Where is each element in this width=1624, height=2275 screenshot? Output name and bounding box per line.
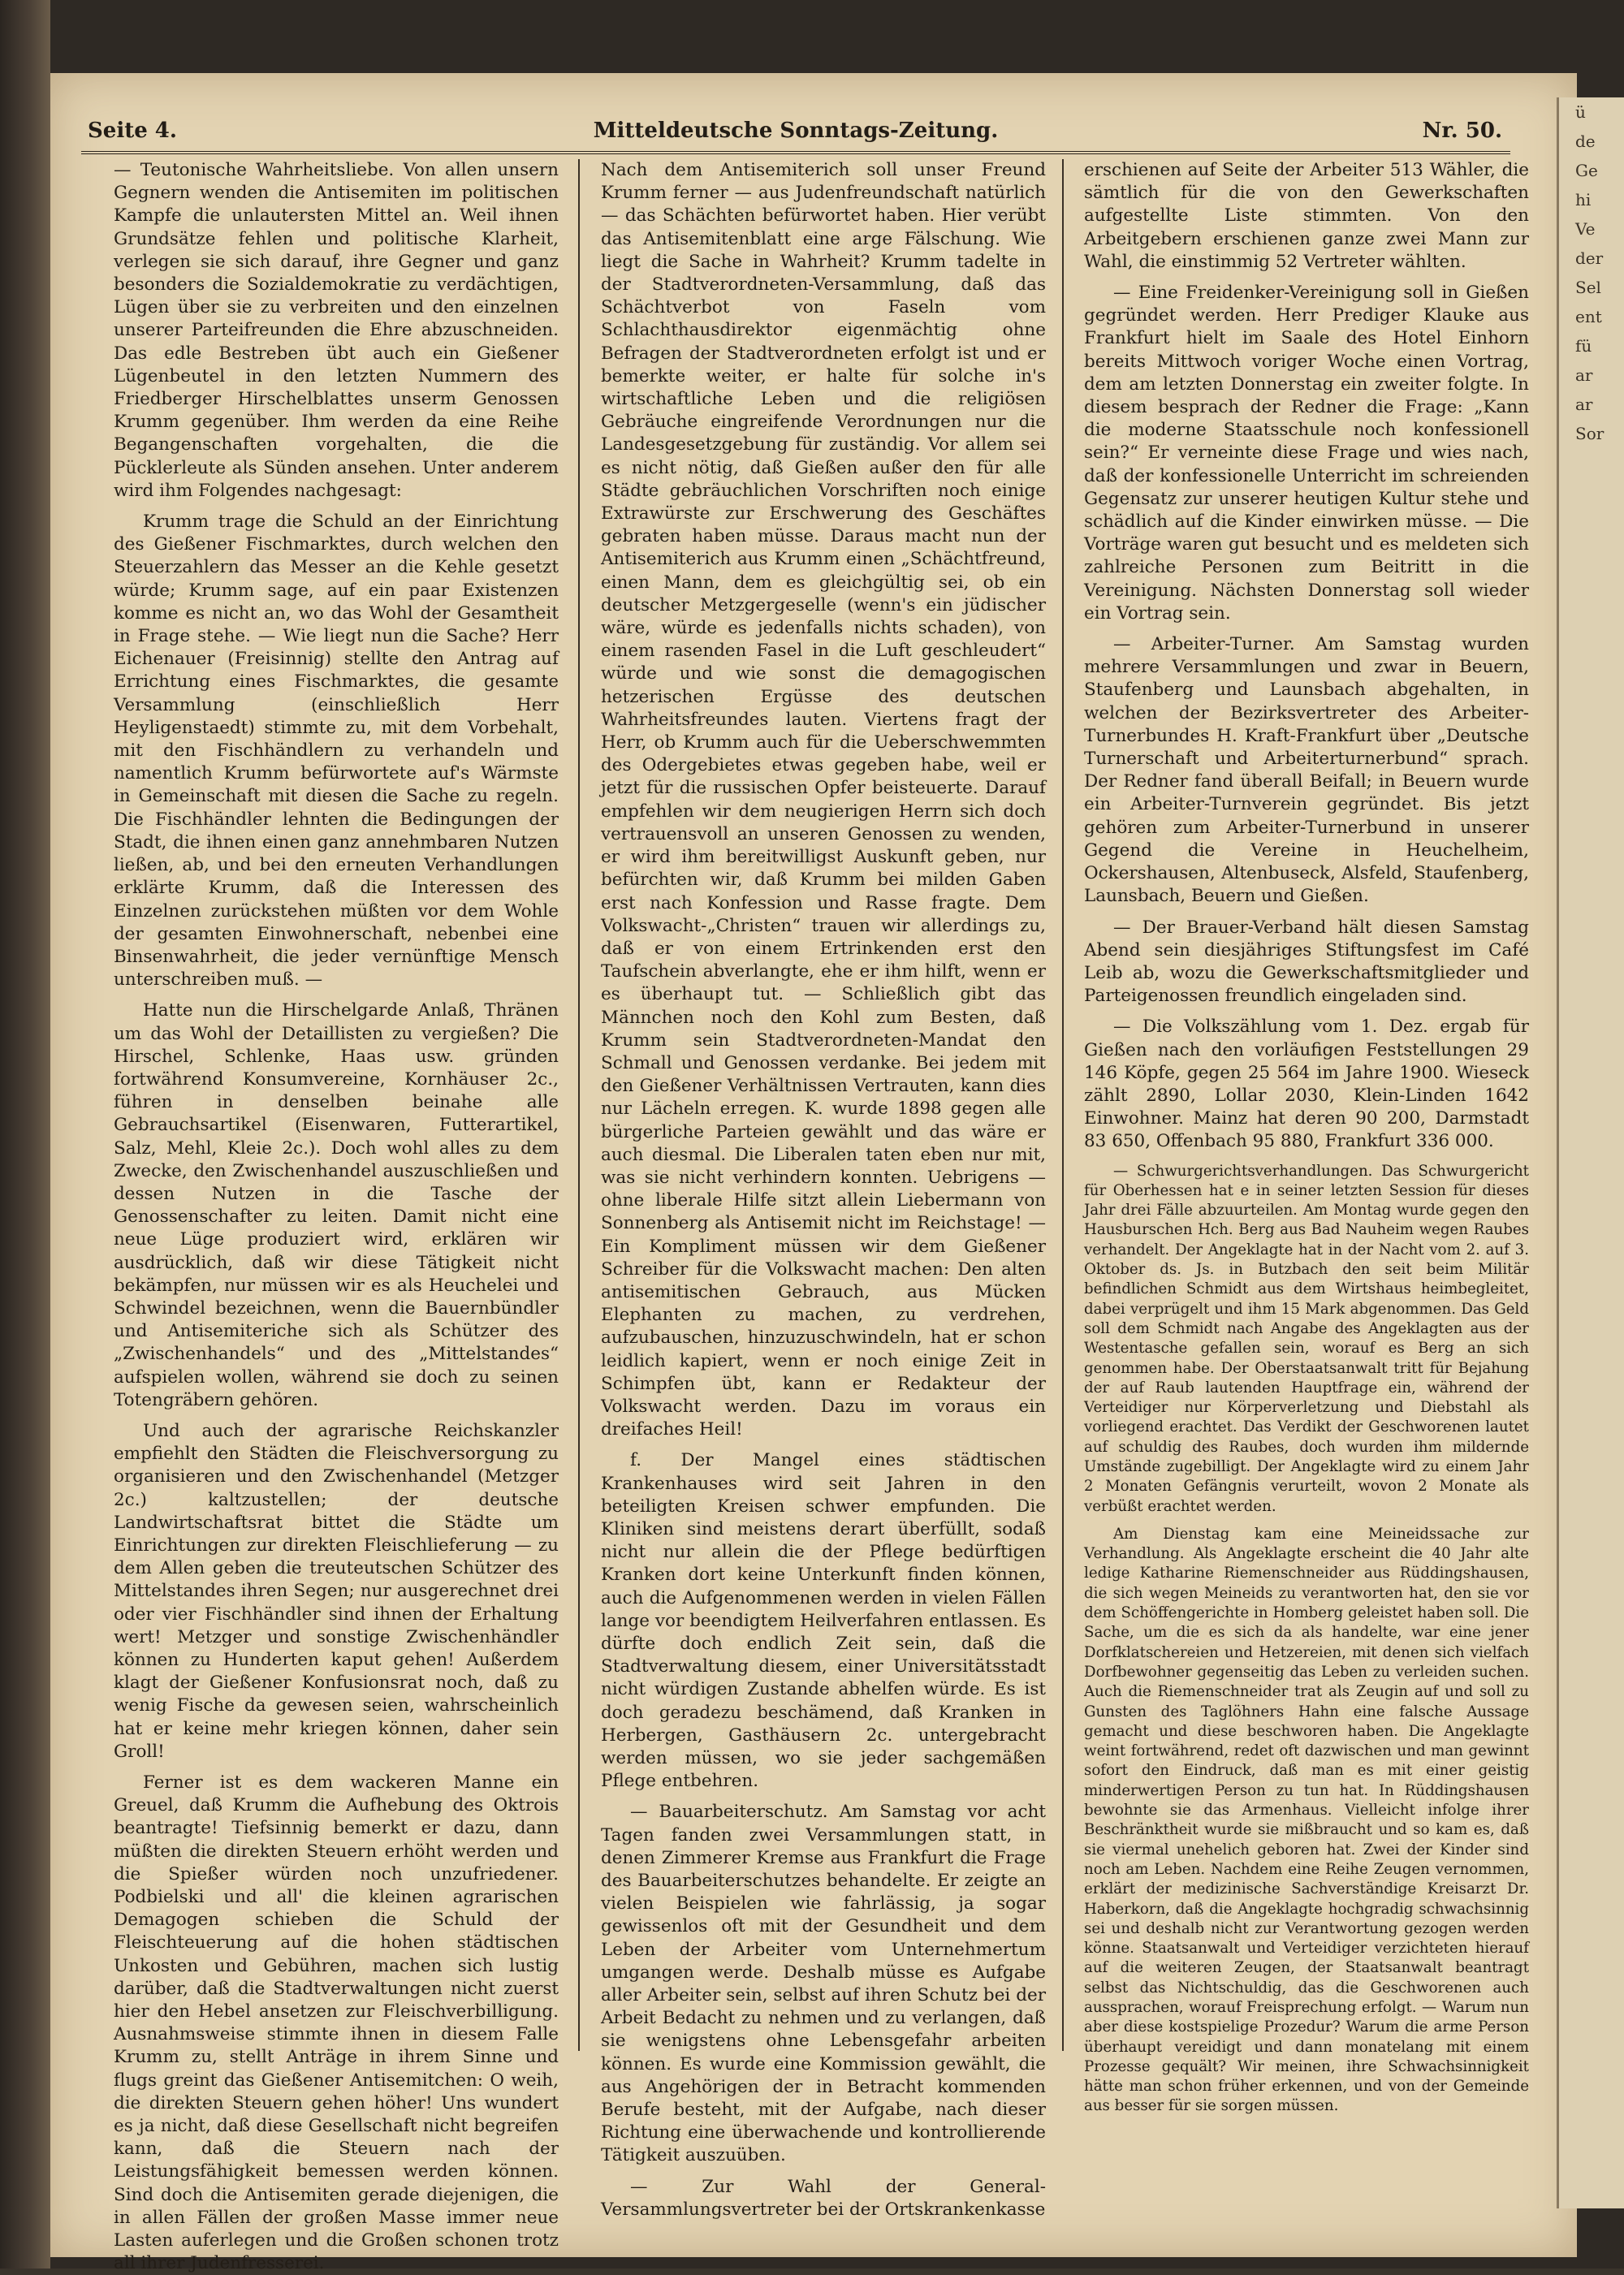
- adjacent-page-fragment: de: [1575, 132, 1596, 151]
- article-paragraph: — Zur Wahl der General-Versammlungsvertreter bei der Ortskrankenkasse: [601, 2176, 1046, 2220]
- adjacent-page-fragment: ar: [1575, 365, 1593, 385]
- adjacent-page-fragment: Ve: [1575, 219, 1596, 239]
- column-rule: [578, 159, 580, 2051]
- article-paragraph: — Der Brauer-Verband hält diesen Samstag Abend sein diesjähriges Stiftungsfest im Café Leib ab, wozu die Gewerkschaftsmitglieder und Parteigenossen freundlich eingeladen sind.: [1084, 917, 1529, 1007]
- column-rule: [1062, 159, 1064, 2051]
- article-paragraph: Krumm trage die Schuld an der Einrichtung des Gießener Fischmarktes, durch welchen den Steuerzahlern das Messer an die Kehle gesetzt würde; Krumm sage, auf ein paar Existenzen komme es nicht an, wo das Wohl der Gesamtheit in Frage stehe. — Wie liegt nun die Sache? Herr Eichenauer (Freisinnig) stellte den Antrag auf Errichtung eines Fischmarktes, die gesamte Versammlung (einschließlich Herr Heyligenstaedt) stimmte zu, mit dem Vorbehalt, mit den Fischhändlern zu verhandeln und namentlich Krumm befürwortete auf's Wärmste in Gemeinschaft mit diesen die Sache zu regeln. Die Fischhändler lehnten die Bedingungen der Stadt, die ihnen einen ganz annehmbaren Nutzen ließen, ab, und bei den erneuten Verhandlungen erklärte Krumm, daß die Interessen des Einzelnen zurückstehen müßten vor dem Wohle der gesamten Einwohnerschaft, nebenbei eine Binsenwahrheit, die jeder vernünftige Mensch unterschreiben muß. —: [114, 512, 559, 991]
- article-paragraph: Nach dem Antisemiterich soll unser Freund Krumm ferner — aus Judenfreundschaft natürlich — das Schächten befürwortet haben. Hier verübt das Antisemitenblatt eine arge Fälschung. Wie liegt die Sache in Wahrheit? Krumm tadelte in der Stadtverordneten-Versammlung, daß das Schächtverbot von Faseln vom Schlachthausdirektor eigenmächtig ohne Befragen der Stadtverordneten erfolgt ist und er bemerkte weiter, er halte für solche in's wirtschaftliche Leben und die religiösen Gebräuche eingreifende Verordnungen nur die Landesgesetzgebung für zuständig. Vor allem sei es nicht nötig, daß Gießen außer den für alle Städte gebräuchlichen Vorschriften noch einige Extrawürste zur Erschwerung des Geschäftes gebraten haben müsse. Daraus macht nun der Antisemiterich aus Krumm einen „Schächtfreund, einen Mann, dem es gleichgültig sei, ob ein deutscher Metzgergeselle (wenn's ein jüdischer wäre, würde es jedenfalls nichts schaden), von einem rasenden Fasel in die Luft geschleudert“ würde und wie sonst die demagogischen hetzerischen Ergüsse des deutschen Wahrheitsfreundes lauten. Viertens fragt der Herr, ob Krumm auch für die Ueberschwemmten des Odergebietes etwas gegeben habe, weil er jetzt für die russischen Opfer beisteuerte. Darauf empfehlen wir dem neugierigen Herrn sich doch vertrauensvoll an unseren Genossen zu wenden, er wird ihm bereitwilligst Auskunft geben, nur befürchten wir, daß Krumm bei milden Gaben erst nach Konfession und Rasse fragte. Dem Volkswacht-„Christen“ trauen wir allerdings zu, daß er von einem Ertrinkenden erst den Taufschein abverlangte, ehe er ihm hilft, wenn er es überhaupt tut. — Schließlich gibt das Männchen noch den Kohl zum Besten, daß Krumm sein Stadtverordneten-Mandat den Schmall und Genossen verdanke. Bei jedem mit den Gießener Verhältnissen Vertrauten, kann dies nur Lächeln erregen. K. wurde 1898 gegen alle bürgerliche Parteien gewählt und das wäre er auch diesmal. Die Liberalen taten eben nur mit, was sie nicht verhindern konnten. Uebrigens — ohne liberale Hilfe sitzt allein Liebermann von Sonnenberg als Antisemit nicht im Reichstage! — Ein Kompliment müssen wir dem Gießener Schreiber für die Volkswacht machen: Den alten antisemitischen Gebrauch, aus Mücken Elephanten zu machen, zu verdrehen, aufzubauschen, hinzuzuschwindeln, hat er schon leidlich kapiert, wenn er noch einige Zeit in Schimpfen übt, kann er Redakteur der Volkswacht werden. Dazu im voraus ein dreifaches Heil!: [601, 160, 1046, 1440]
- article-paragraph: f. Der Mangel eines städtischen Krankenhauses wird seit Jahren in den beteiligten Kreisen schwer empfunden. Die Kliniken sind meistens derart überfüllt, sodaß nicht nur allein die der Pflege bedürftigen Kranken dort keine Unterkunft finden können, auch die Aufgenommenen werden in vielen Fällen lange vor beendigtem Heilverfahren entlassen. Es dürfte doch endlich Zeit sein, daß die Stadtverwaltung diesem, einer Universitätsstadt nicht würdigen Zustande abhelfen würde. Es ist doch geradezu beschämend, daß Kranken in Herbergen, Gasthäusern 2c. untergebracht werden müssen, wo sie jeder sachgemäßen Pflege entbehren.: [601, 1450, 1046, 1792]
- adjacent-page-fragment: Ge: [1575, 161, 1598, 180]
- article-paragraph: erschienen auf Seite der Arbeiter 513 Wähler, die sämtlich für die von den Gewerkschaften aufgestellte Liste stimmten. Von den Arbeitgebern erschienen ganze zwei Mann zur Wahl, die einstimmig 52 Vertreter wählten.: [1084, 160, 1529, 272]
- page-header: [81, 114, 1510, 154]
- article-paragraph: — Arbeiter-Turner. Am Samstag wurden mehrere Versammlungen und zwar in Beuern, Staufenberg und Launsbach abgehalten, in welchen der Bezirksvertreter des Arbeiter-Turnerbundes H. Kraft-Frankfurt über „Deutsche Turnerschaft und Arbeiterturnerbund“ sprach. Der Redner fand überall Beifall; in Beuern wurde ein Arbeiter-Turnverein gegründet. Bis jetzt gehören zum Arbeiter-Turnerbund in unserer Gegend die Vereine in Heuchelheim, Ockershausen, Altenbuseck, Alsfeld, Staufenberg, Launsbach, Beuern und Gießen.: [1084, 634, 1529, 907]
- article-paragraph: — Bauarbeiterschutz. Am Samstag vor acht Tagen fanden zwei Versammlungen statt, in denen Zimmerer Kremse aus Frankfurt die Frage des Bauarbeiterschutzes behandelte. Er zeigte an vielen Beispielen wie fahrlässig, ja sogar gewissenlos oft mit der Gesundheit und dem Leben der Arbeiter vom Unternehmertum umgangen werde. Deshalb müsse es Aufgabe aller Arbeiter sein, selbst auf ihren Schutz bei der Arbeit Bedacht zu nehmen und zu verlangen, daß sie wenigstens ohne Lebensgefahr arbeiten können. Es wurde eine Kommission gewählt, die aus Angehörigen der in Betracht kommenden Berufe besteht, mit der Aufgabe, nach dieser Richtung eine überwachende und kontrollierende Tätigkeit auszuüben.: [601, 1802, 1046, 2166]
- adjacent-page-fragment: hi: [1575, 190, 1592, 209]
- adjacent-page-text: [1559, 97, 1624, 448]
- adjacent-page-fragment: fü: [1575, 336, 1592, 356]
- article-paragraph: Am Dienstag kam eine Meineidssache zur Verhandlung. Als Angeklagte erscheint die 40 Jahr alte ledige Katharine Riemenschneider aus Rüddingshausen, die sich wegen Meineids zu verantworten hat, den sie vor dem Schöffengerichte in Homberg geleistet haben soll. Die Sache, um die es sich da als handelte, war eine jener Dorfklatschereien und Hetzereien, mit denen sich vielfach Dorfbewohner gegenseitig das Leben zu verleiden suchen. Auch die Riemenschneider trat als Zeugin auf und soll zu Gunsten des Taglöhners Hahn eine falsche Aussage gemacht und diese beschworen haben. Die Angeklagte weint fortwährend, redet oft dazwischen und man gewinnt sofort den Eindruck, daß man es mit einer geistig minderwertigen Person zu tun hat. In Rüddingshausen bewohnte sie das Armenhaus. Vielleicht infolge ihrer Beschränktheit wurde sie mißbraucht und so kam es, daß sie viermal unehelich geboren hat. Zwei der Kinder sind noch am Leben. Nachdem eine Reihe Zeugen vernommen, erklärt der medizinische Sachverständige Kreisarzt Dr. Haberkorn, daß die Angeklagte hochgradig schwachsinnig sei und deshalb nicht zur Verantwortung gezogen werden könne. Staatsanwalt und Verteidiger verzichteten hierauf auf die weiteren Zeugen, der Staatsanwalt beantragt selbst das Nichtschuldig, das die Geschworenen auch aussprachen, worauf Freisprechung erfolgt. — Warum nun aber diese kostspielige Prozedur? Warum die arme Person überhaupt vereidigt und dann monatelang mit einem Prozesse gequält? Wir meinen, ihre Schwachsinnigkeit hätte man schon früher erkennen, und von der Gemeinde aus besser für sie sorgen müssen.: [1084, 1525, 1529, 2115]
- article-paragraph: Und auch der agrarische Reichskanzler empfiehlt den Städten die Fleischversorgung zu organisieren und den Zwischenhandel (Metzger 2c.) kaltzustellen; der deutsche Landwirtschaftsrat bittet die Städte um Einrichtungen zur direkten Fleischlieferung — zu dem Allen geben die treuteutschen Schützer des Mittelstandes ihren Segen; nur ausgerechnet drei oder vier Fischhändler sind ihnen der Erhaltung wert! Metzger und sonstige Zwischenhändler können zu Hunderten kaput gehen! Außerdem klagt der Gießener Konfusionsrat noch, daß zu wenig Fische da gewesen seien, wahrscheinlich hat er keine mehr kriegen können, daher sein Groll!: [114, 1420, 559, 1762]
- article-paragraph: — Die Volkszählung vom 1. Dez. ergab für Gießen nach den vorläufigen Feststellungen 29 146 Köpfe, gegen 25 564 im Jahre 1900. Wieseck zählt 2890, Lollar 2030, Klein-Linden 1642 Einwohner. Mainz hat deren 90 200, Darmstadt 83 650, Offenbach 95 880, Frankfurt 336 000.: [1084, 1017, 1529, 1152]
- adjacent-page-fragment: Sel: [1575, 278, 1601, 297]
- adjacent-page-fragment: der: [1575, 248, 1604, 268]
- adjacent-page-fragment: ent: [1575, 307, 1602, 326]
- adjacent-page-fragment: ü: [1575, 102, 1586, 122]
- article-paragraph: — Eine Freidenker-Vereinigung soll in Gießen gegründet werden. Herr Prediger Klauke aus Frankfurt hielt im Saale des Hotel Einhorn bereits Mittwoch voriger Woche einen Vortrag, dem am letzten Donnerstag ein zweiter folgte. In diesem besprach der Redner die Frage: „Kann die moderne Staatsschule noch konfessionell sein?“ Er verneinte diese Frage und wies nach, daß der konfessionelle Unterricht im schreienden Gegensatz zur unserer heutigen Kultur stehe und schädlich auf die Kinder einwirken müsse. — Die Vorträge waren gut besucht und es meldeten sich zahlreiche Personen zum Beitritt in die Vereinigung. Nächsten Donnerstag soll wieder ein Vortrag sein.: [1084, 283, 1529, 624]
- article-paragraph: — Teutonische Wahrheitsliebe. Von allen unsern Gegnern wenden die Antisemiten im politischen Kampfe die unlautersten Mittel an. Weil ihnen Grundsätze fehlen und politische Klarheit, verlegen sie sich darauf, ihre Gegner und ganz besonders die Sozialdemokratie zu verdächtigen, Lügen über sie zu verbreiten und den einzelnen unserer Parteifreunden die Ehre abzuschneiden. Das edle Bestreben übt auch ein Gießener Lügenbeutel in den letzten Nummern des Friedberger Hirschelblattes unserm Genossen Krumm gegenüber. Ihm werden da eine Reihe Begangenschaften vorgehalten, die die Pücklerleute als Sünden ansehen. Unter anderem wird ihm Folgendes nachgesagt:: [114, 160, 559, 501]
- article-paragraph: Hatte nun die Hirschelgarde Anlaß, Thränen um das Wohl der Detaillisten zu vergießen? Die Hirschel, Schlenke, Haas usw. gründen fortwährend Konsumvereine, Kornhäuser 2c., führen in denselben beinahe alle Gebrauchsartikel (Eisenwaren, Futterartikel, Salz, Mehl, Kleie 2c.). Doch wohl alles zu dem Zwecke, den Zwischenhandel auszuschließen und dessen Nutzen in die Tasche der Genossenschafter zu leiten. Damit nicht eine neue Lüge produziert wird, erklären wir ausdrücklich, daß wir diese Tätigkeit nicht bekämpfen, nur müssen wir es als Heuchelei und Schwindel bezeichnen, wenn die Bauernbündler und Antisemiteriche sich als Schützer des „Zwischenhandels“ und des „Mittelstandes“ aufspielen wollen, während sie doch zu seinen Totengräbern gehören.: [114, 1000, 559, 1410]
- adjacent-page-edge: [1557, 97, 1624, 2208]
- issue-number: Nr. 50.: [1422, 119, 1502, 143]
- newspaper-title: Mitteldeutsche Sonntags-Zeitung.: [593, 119, 999, 143]
- column-1: [114, 159, 559, 2274]
- article-paragraph: — Schwurgerichtsverhandlungen. Das Schwurgericht für Oberhessen hat e in seiner letzten Session für dieses Jahr drei Fälle abzuurteilen. Am Montag wurde gegen den Hausburschen Hch. Berg aus Bad Nauheim wegen Raubes verhandelt. Der Angeklagte hat in der Nacht vom 2. auf 3. Oktober ds. Js. in Butzbach den seit beim Militär befindlichen Schmidt aus dem Wirtshaus heimbegleitet, dabei verprügelt und ihm 15 Mark abgenommen. Das Geld soll dem Schmidt nach Angabe des Angeklagten aus der Westentasche gefallen sein, worauf es Berg an sich genommen habe. Der Oberstaatsanwalt tritt für Bejahung der auf Raub lautenden Hauptfrage ein, während der Verteidiger nur Körperverletzung und Diebstahl als vorliegend erachtet. Das Verdikt der Geschworenen lautet auf schuldig des Raubes, doch wurden ihm mildernde Umstände zugebilligt. Der Angeklagte wird zu einem Jahr 2 Monaten Gefängnis verurteilt, wovon 2 Monate als verbüßt erachtet werden.: [1084, 1162, 1529, 1515]
- page-number: Seite 4.: [88, 119, 177, 143]
- book-binding: [0, 0, 50, 2269]
- article-paragraph: Ferner ist es dem wackeren Manne ein Greuel, daß Krumm die Aufhebung des Oktrois beantragte! Tiefsinnig bemerkt er dazu, dann müßten die direkten Steuern erhöht werden und die Spießer würden noch unzufriedener. Podbielski und all' die kleinen agrarischen Demagogen schieben die Schuld der Fleischteuerung auf die hohen städtischen Unkosten und Gebühren, machen sich lustig darüber, daß die Stadtverwaltungen nicht zuerst hier den Hebel ansetzen zur Fleischverbilligung. Ausnahmsweise stimmte ihnen in diesem Falle Krumm zu, stellt Anträge in ihrem Sinne und flugs greint das Gießener Antisemitchen: O weih, die direkten Steuern gehen höher! Uns wundert es ja nicht, daß diese Gesellschaft nicht begreifen kann, daß die Steuern nach der Leistungsfähigkeit bemessen werden können. Sind doch die Antisemiten gerade diejenigen, die in allen Fällen der großen Masse immer neue Lasten auferlegen und die Großen schonen trotz all ihrer Judenfresserei.: [114, 1772, 559, 2274]
- column-3: [1084, 159, 1529, 2156]
- adjacent-page-fragment: Sor: [1575, 424, 1605, 443]
- column-2: [601, 159, 1046, 2220]
- adjacent-page-fragment: ar: [1575, 395, 1593, 414]
